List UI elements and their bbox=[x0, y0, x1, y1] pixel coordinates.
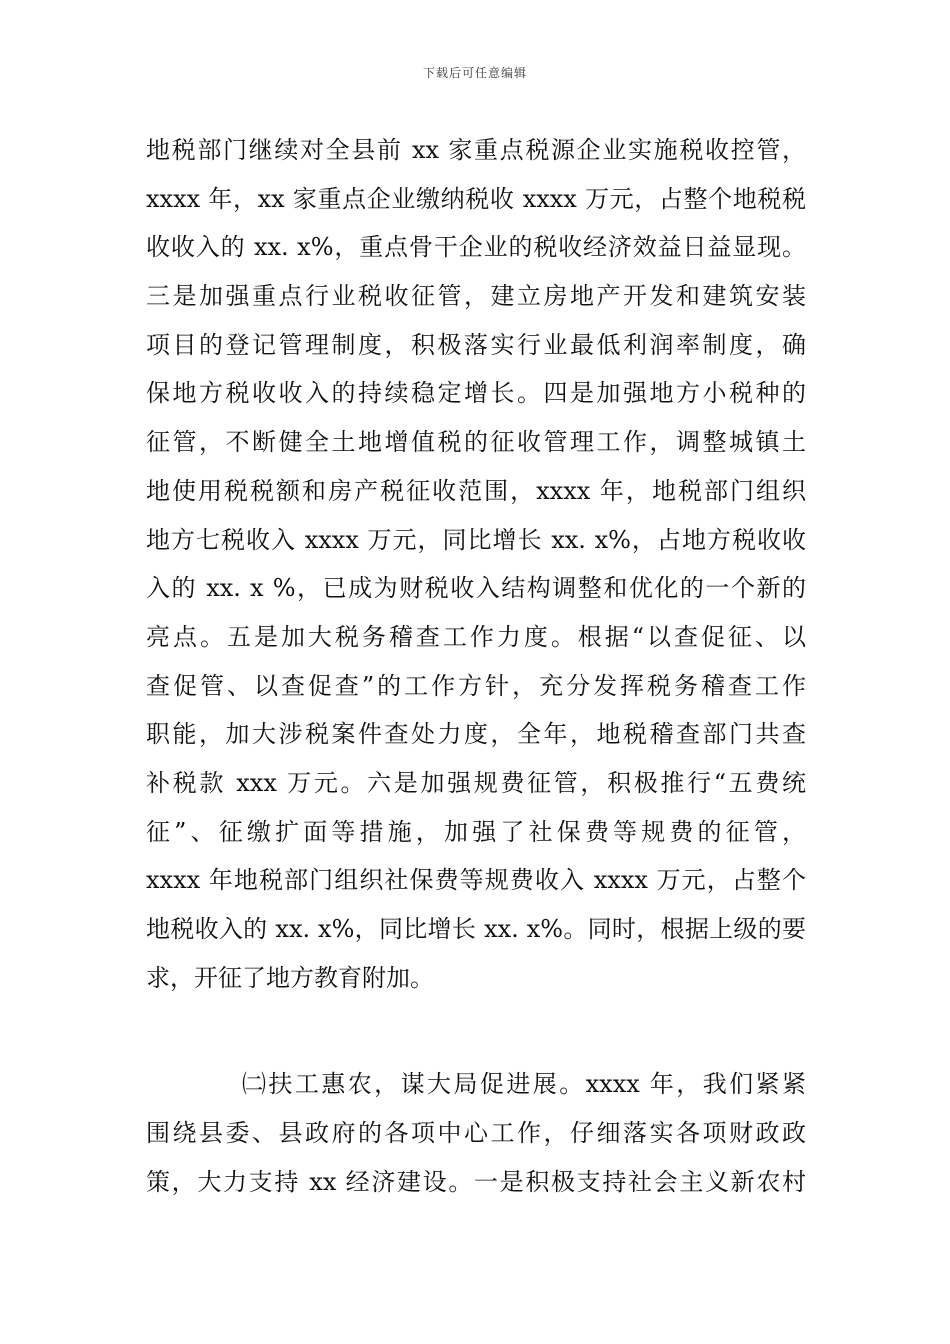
text-line: 围绕县委、县政府的各项中心工作，仔细落实各项财政政 bbox=[146, 1119, 806, 1148]
paragraph-gap bbox=[146, 1002, 806, 1060]
paragraph-1 bbox=[146, 126, 806, 1002]
text-line: 策，大力支持 xx 经济建设。一是积极支持社会主义新农村 bbox=[146, 1167, 806, 1196]
text-line: xxxx 年，xx 家重点企业缴纳税收 xxxx 万元，占整个地税税 bbox=[146, 184, 806, 213]
text-line: 地税部门继续对全县前 xx 家重点税源企业实施税收控管， bbox=[146, 136, 806, 164]
text-line: 地使用税税额和房产税征收范围，xxxx 年，地税部门组织 bbox=[146, 476, 806, 505]
text-line: xxxx 年地税部门组织社保费等规费收入 xxxx 万元，占整个 bbox=[146, 866, 806, 895]
text-line: ㈡扶工惠农，谋大局促进展。xxxx 年，我们紧紧 bbox=[242, 1070, 806, 1099]
text-line: 收收入的 xx. x%，重点骨干企业的税收经济效益日益显现。 bbox=[146, 233, 806, 262]
text-line: 保地方税收收入的持续稳定增长。四是加强地方小税种的 bbox=[146, 379, 806, 408]
text-line: 补税款 xxx 万元。六是加强规费征管，积极推行“五费统 bbox=[146, 768, 806, 797]
text-line: 入的 xx. x %，已成为财税收入结构调整和优化的一个新的 bbox=[146, 574, 806, 603]
text-line: 地方七税收入 xxxx 万元，同比增长 xx. x%，占地方税收收 bbox=[146, 525, 806, 554]
text-line: 查促管、以查促查”的工作方针，充分发挥税务稽查工作 bbox=[146, 671, 806, 700]
text-line: 亮点。五是加大税务稽查工作力度。根据“以查促征、以 bbox=[146, 622, 806, 651]
text-line: 征管，不断健全土地增值税的征收管理工作，调整城镇土 bbox=[146, 428, 806, 457]
text-line: 地税收入的 xx. x%，同比增长 xx. x%。同时，根据上级的要 bbox=[146, 915, 806, 943]
text-line: 三是加强重点行业税收征管，建立房地产开发和建筑安装 bbox=[146, 282, 806, 311]
page-header: 下载后可任意编辑 bbox=[422, 66, 527, 80]
text-line: 职能，加大涉税案件查处力度，全年，地税稽查部门共查 bbox=[146, 720, 806, 749]
text-line: 项目的登记管理制度，积极落实行业最低利润率制度，确 bbox=[146, 330, 806, 359]
text-line: 征”、征缴扩面等措施，加强了社保费等规费的征管， bbox=[146, 817, 806, 846]
document-body bbox=[146, 126, 806, 1206]
text-line: 求，开征了地方教育附加。 bbox=[146, 963, 434, 992]
paragraph-2 bbox=[146, 1060, 806, 1206]
